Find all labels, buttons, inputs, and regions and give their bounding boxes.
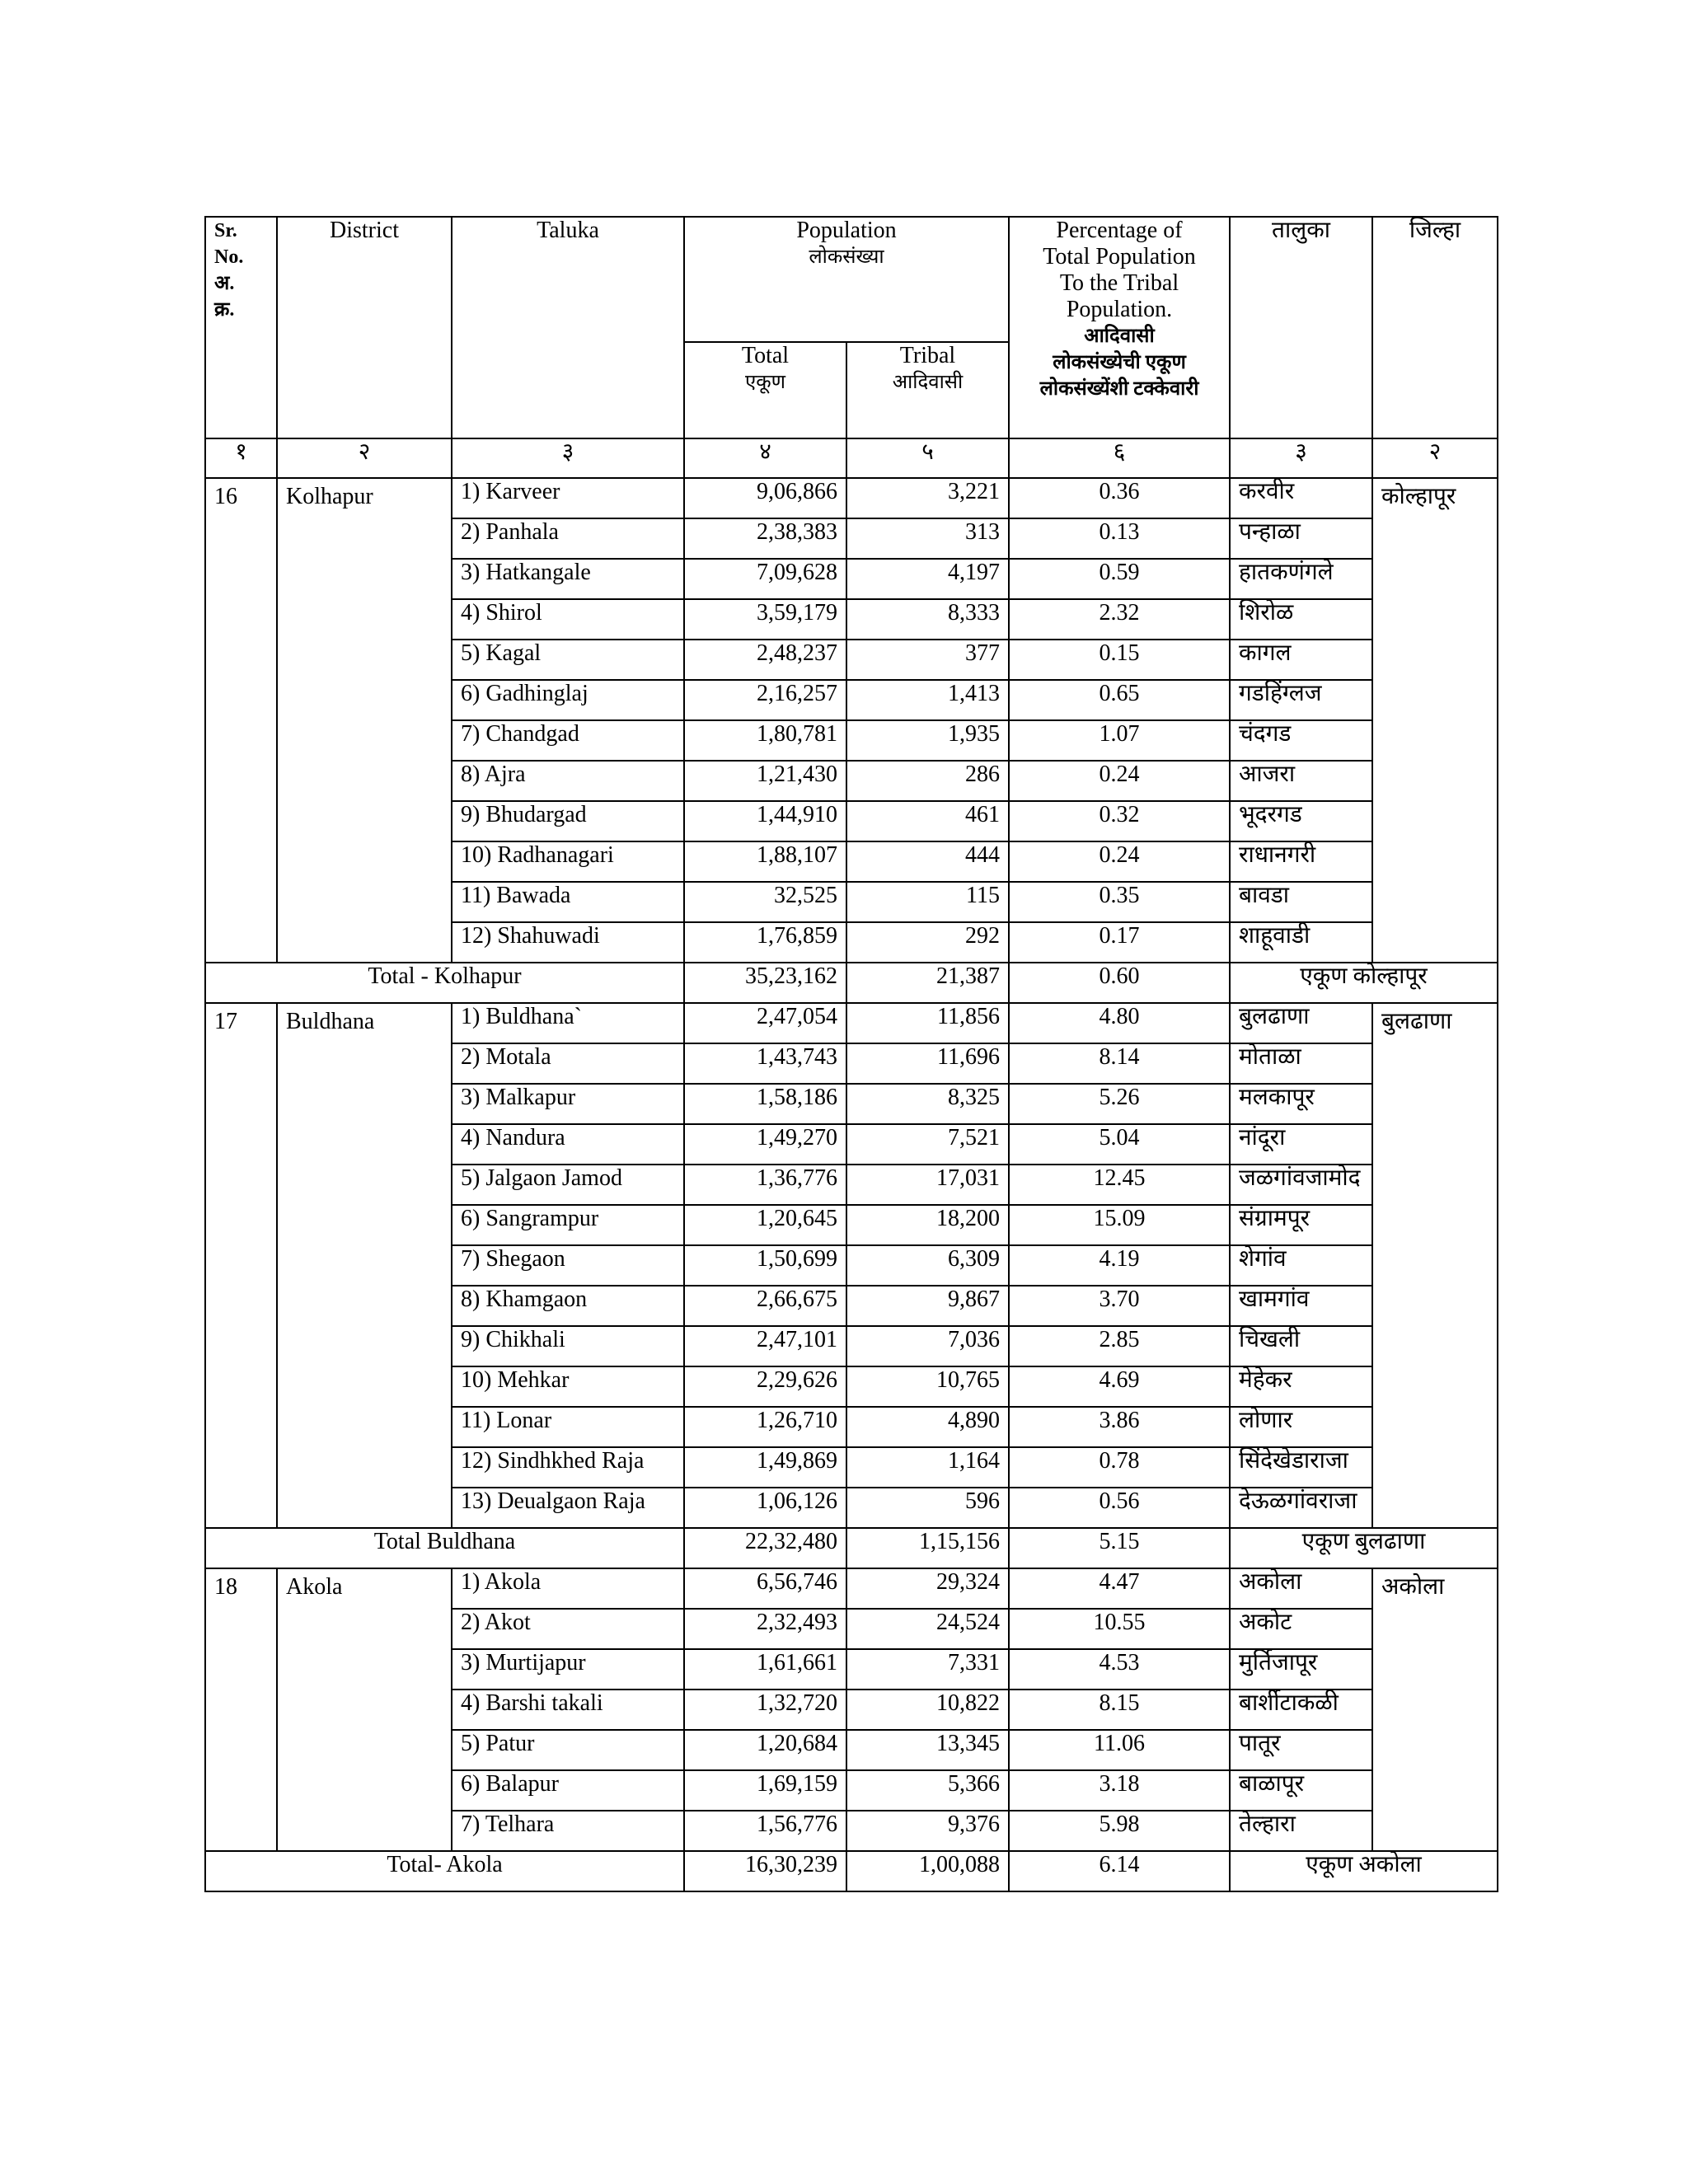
tribal-population-cell: 13,345 (846, 1730, 1009, 1770)
taluka-cell: 9) Bhudargad (452, 801, 684, 841)
table-row (205, 478, 1498, 518)
taluka-mr-cell: शाहूवाडी (1230, 922, 1372, 963)
taluka-mr-cell: नांदूरा (1230, 1124, 1372, 1165)
taluka-cell: 2) Panhala (452, 518, 684, 559)
percentage-total: 0.60 (1009, 963, 1230, 1003)
taluka-cell: 11) Lonar (452, 1407, 684, 1447)
total-population-cell: 1,69,159 (684, 1770, 846, 1811)
total-population-cell: 1,21,430 (684, 761, 846, 801)
taluka-mr-cell: बार्शीटाकळी (1230, 1690, 1372, 1730)
taluka-mr-cell: बुलढाणा (1230, 1003, 1372, 1043)
percentage-cell: 4.80 (1009, 1003, 1230, 1043)
taluka-cell: 3) Malkapur (452, 1084, 684, 1124)
taluka-mr-cell: मेहेकर (1230, 1366, 1372, 1407)
tribal-population-cell: 9,867 (846, 1286, 1009, 1326)
total-label-mr-cell: एकूण अकोला (1230, 1851, 1498, 1891)
tribal-population-cell: 11,856 (846, 1003, 1009, 1043)
column-number-row (205, 438, 1498, 478)
total-population-cell: 2,29,626 (684, 1366, 846, 1407)
taluka-cell: 6) Sangrampur (452, 1205, 684, 1245)
taluka-mr-cell: पातूर (1230, 1730, 1372, 1770)
tribal-population-cell: 377 (846, 640, 1009, 680)
tribal-population-cell: 11,696 (846, 1043, 1009, 1084)
taluka-mr-cell: देऊळगांवराजा (1230, 1488, 1372, 1528)
sr-no-cell: 16 (205, 478, 277, 963)
taluka-cell: 5) Jalgaon Jamod (452, 1165, 684, 1205)
total-population-cell: 2,16,257 (684, 680, 846, 720)
total-population-cell: 1,36,776 (684, 1165, 846, 1205)
tribal-population-cell: 8,325 (846, 1084, 1009, 1124)
percentage-total: 5.15 (1009, 1528, 1230, 1568)
taluka-cell: 8) Ajra (452, 761, 684, 801)
percentage-cell: 5.98 (1009, 1811, 1230, 1851)
percentage-cell: 0.24 (1009, 761, 1230, 801)
tribal-population-cell: 7,521 (846, 1124, 1009, 1165)
tribal-population-cell: 10,765 (846, 1366, 1009, 1407)
percentage-cell: 0.32 (1009, 801, 1230, 841)
taluka-mr-cell: चंदगड (1230, 720, 1372, 761)
header-percentage: Percentage of Total Population To the Tribal Population. आदिवासी लोकसंख्येची एकूण लोकसंख्येंशी टक्केवारी (1009, 217, 1230, 438)
district-mr-cell: बुलढाणा (1372, 1003, 1498, 1528)
taluka-cell: 10) Mehkar (452, 1366, 684, 1407)
total-population-cell: 1,20,684 (684, 1730, 846, 1770)
taluka-cell: 9) Chikhali (452, 1326, 684, 1366)
taluka-cell: 4) Barshi takali (452, 1690, 684, 1730)
taluka-cell: 11) Bawada (452, 882, 684, 922)
taluka-cell: 1) Karveer (452, 478, 684, 518)
tribal-population-cell: 18,200 (846, 1205, 1009, 1245)
sr-no-cell: 18 (205, 1568, 277, 1851)
total-population-cell: 1,49,869 (684, 1447, 846, 1488)
tribal-population-cell: 3,221 (846, 478, 1009, 518)
total-population-sum: 35,23,162 (684, 963, 846, 1003)
column-number: २ (277, 438, 452, 478)
taluka-mr-cell: हातकणंगले (1230, 559, 1372, 599)
taluka-cell: 10) Radhanagari (452, 841, 684, 882)
column-number: ४ (684, 438, 846, 478)
table-row (205, 1568, 1498, 1609)
percentage-cell: 0.36 (1009, 478, 1230, 518)
taluka-mr-cell: बाळापूर (1230, 1770, 1372, 1811)
total-label-cell: Total - Kolhapur (205, 963, 684, 1003)
taluka-cell: 5) Kagal (452, 640, 684, 680)
total-population-cell: 3,59,179 (684, 599, 846, 640)
percentage-cell: 1.07 (1009, 720, 1230, 761)
taluka-cell: 1) Akola (452, 1568, 684, 1609)
percentage-cell: 0.17 (1009, 922, 1230, 963)
district-total-row (205, 1528, 1498, 1568)
total-label-cell: Total- Akola (205, 1851, 684, 1891)
taluka-mr-cell: मोताळा (1230, 1043, 1372, 1084)
taluka-cell: 7) Telhara (452, 1811, 684, 1851)
taluka-cell: 13) Deualgaon Raja (452, 1488, 684, 1528)
taluka-mr-cell: सिंदेखेडाराजा (1230, 1447, 1372, 1488)
header-district: District (277, 217, 452, 438)
percentage-cell: 4.19 (1009, 1245, 1230, 1286)
percentage-cell: 4.53 (1009, 1649, 1230, 1690)
taluka-cell: 4) Shirol (452, 599, 684, 640)
district-cell: Kolhapur (277, 478, 452, 963)
percentage-cell: 0.65 (1009, 680, 1230, 720)
percentage-cell: 0.13 (1009, 518, 1230, 559)
tribal-population-cell: 7,036 (846, 1326, 1009, 1366)
total-label-cell: Total Buldhana (205, 1528, 684, 1568)
taluka-mr-cell: जळगांवजामोद (1230, 1165, 1372, 1205)
header-sr-no: Sr. No. अ. क्र. (205, 217, 277, 438)
tribal-population-cell: 292 (846, 922, 1009, 963)
tribal-population-cell: 17,031 (846, 1165, 1009, 1205)
taluka-mr-cell: मलकापूर (1230, 1084, 1372, 1124)
percentage-cell: 0.35 (1009, 882, 1230, 922)
column-number: ५ (846, 438, 1009, 478)
total-population-cell: 6,56,746 (684, 1568, 846, 1609)
taluka-mr-cell: मुर्तिजापूर (1230, 1649, 1372, 1690)
percentage-cell: 0.78 (1009, 1447, 1230, 1488)
taluka-cell: 12) Shahuwadi (452, 922, 684, 963)
header-population: Population लोकसंख्या (684, 217, 1009, 342)
percentage-cell: 4.47 (1009, 1568, 1230, 1609)
tribal-population-cell: 6,309 (846, 1245, 1009, 1286)
total-population-cell: 7,09,628 (684, 559, 846, 599)
total-population-cell: 1,06,126 (684, 1488, 846, 1528)
column-number: २ (1372, 438, 1498, 478)
column-number: १ (205, 438, 277, 478)
taluka-mr-cell: संग्रामपूर (1230, 1205, 1372, 1245)
column-number: ३ (1230, 438, 1372, 478)
total-population-cell: 1,88,107 (684, 841, 846, 882)
percentage-cell: 0.24 (1009, 841, 1230, 882)
percentage-cell: 8.15 (1009, 1690, 1230, 1730)
total-population-cell: 2,47,101 (684, 1326, 846, 1366)
tribal-population-sum: 1,15,156 (846, 1528, 1009, 1568)
tribal-population-cell: 444 (846, 841, 1009, 882)
district-total-row (205, 963, 1498, 1003)
percentage-cell: 4.69 (1009, 1366, 1230, 1407)
tribal-population-cell: 24,524 (846, 1609, 1009, 1649)
total-population-cell: 1,61,661 (684, 1649, 846, 1690)
percentage-cell: 10.55 (1009, 1609, 1230, 1649)
taluka-mr-cell: अकोला (1230, 1568, 1372, 1609)
tribal-population-table (204, 216, 1498, 1892)
taluka-mr-cell: कागल (1230, 640, 1372, 680)
total-population-cell: 1,32,720 (684, 1690, 846, 1730)
taluka-mr-cell: शिरोळ (1230, 599, 1372, 640)
total-population-cell: 2,48,237 (684, 640, 846, 680)
tribal-population-cell: 1,164 (846, 1447, 1009, 1488)
tribal-population-cell: 461 (846, 801, 1009, 841)
taluka-cell: 2) Akot (452, 1609, 684, 1649)
percentage-cell: 5.26 (1009, 1084, 1230, 1124)
percentage-cell: 3.86 (1009, 1407, 1230, 1447)
tribal-population-cell: 7,331 (846, 1649, 1009, 1690)
taluka-mr-cell: चिखली (1230, 1326, 1372, 1366)
tribal-population-cell: 29,324 (846, 1568, 1009, 1609)
taluka-cell: 8) Khamgaon (452, 1286, 684, 1326)
total-label-mr-cell: एकूण बुलढाणा (1230, 1528, 1498, 1568)
total-population-cell: 1,50,699 (684, 1245, 846, 1286)
total-population-cell: 32,525 (684, 882, 846, 922)
taluka-cell: 3) Hatkangale (452, 559, 684, 599)
district-mr-cell: कोल्हापूर (1372, 478, 1498, 963)
tribal-population-cell: 5,366 (846, 1770, 1009, 1811)
taluka-cell: 5) Patur (452, 1730, 684, 1770)
total-population-cell: 2,32,493 (684, 1609, 846, 1649)
header-tribal: Tribal आदिवासी (846, 342, 1009, 438)
total-population-cell: 1,20,645 (684, 1205, 846, 1245)
taluka-cell: 2) Motala (452, 1043, 684, 1084)
tribal-population-cell: 4,197 (846, 559, 1009, 599)
total-population-sum: 22,32,480 (684, 1528, 846, 1568)
taluka-mr-cell: करवीर (1230, 478, 1372, 518)
taluka-cell: 7) Chandgad (452, 720, 684, 761)
sr-no-cell: 17 (205, 1003, 277, 1528)
table-body (205, 478, 1498, 1891)
tribal-population-cell: 313 (846, 518, 1009, 559)
percentage-cell: 12.45 (1009, 1165, 1230, 1205)
taluka-mr-cell: गडहिंग्लज (1230, 680, 1372, 720)
taluka-mr-cell: राधानगरी (1230, 841, 1372, 882)
tribal-population-cell: 4,890 (846, 1407, 1009, 1447)
total-population-cell: 2,47,054 (684, 1003, 846, 1043)
percentage-total: 6.14 (1009, 1851, 1230, 1891)
column-number: ३ (452, 438, 684, 478)
taluka-cell: 3) Murtijapur (452, 1649, 684, 1690)
percentage-cell: 15.09 (1009, 1205, 1230, 1245)
percentage-cell: 3.18 (1009, 1770, 1230, 1811)
percentage-cell: 0.15 (1009, 640, 1230, 680)
tribal-population-cell: 286 (846, 761, 1009, 801)
total-population-cell: 1,44,910 (684, 801, 846, 841)
table-row (205, 1003, 1498, 1043)
percentage-cell: 0.59 (1009, 559, 1230, 599)
total-population-cell: 2,66,675 (684, 1286, 846, 1326)
tribal-population-cell: 1,935 (846, 720, 1009, 761)
total-label-mr-cell: एकूण कोल्हापूर (1230, 963, 1498, 1003)
taluka-cell: 6) Gadhinglaj (452, 680, 684, 720)
district-mr-cell: अकोला (1372, 1568, 1498, 1851)
total-population-sum: 16,30,239 (684, 1851, 846, 1891)
taluka-cell: 4) Nandura (452, 1124, 684, 1165)
percentage-cell: 11.06 (1009, 1730, 1230, 1770)
taluka-mr-cell: लोणार (1230, 1407, 1372, 1447)
total-population-cell: 1,43,743 (684, 1043, 846, 1084)
district-cell: Akola (277, 1568, 452, 1851)
total-population-cell: 1,26,710 (684, 1407, 846, 1447)
taluka-mr-cell: पन्हाळा (1230, 518, 1372, 559)
percentage-cell: 5.04 (1009, 1124, 1230, 1165)
tribal-population-cell: 9,376 (846, 1811, 1009, 1851)
header-total: Total एकूण (684, 342, 846, 438)
tribal-population-cell: 10,822 (846, 1690, 1009, 1730)
percentage-cell: 2.85 (1009, 1326, 1230, 1366)
taluka-mr-cell: आजरा (1230, 761, 1372, 801)
header-district-mr: जिल्हा (1372, 217, 1498, 438)
tribal-population-cell: 115 (846, 882, 1009, 922)
taluka-cell: 6) Balapur (452, 1770, 684, 1811)
total-population-cell: 1,49,270 (684, 1124, 846, 1165)
percentage-cell: 2.32 (1009, 599, 1230, 640)
percentage-cell: 3.70 (1009, 1286, 1230, 1326)
total-population-cell: 1,58,186 (684, 1084, 846, 1124)
column-number: ६ (1009, 438, 1230, 478)
taluka-mr-cell: भूदरगड (1230, 801, 1372, 841)
header-taluka-mr: तालुका (1230, 217, 1372, 438)
taluka-cell: 7) Shegaon (452, 1245, 684, 1286)
percentage-cell: 8.14 (1009, 1043, 1230, 1084)
taluka-mr-cell: बावडा (1230, 882, 1372, 922)
tribal-population-sum: 1,00,088 (846, 1851, 1009, 1891)
total-population-cell: 1,80,781 (684, 720, 846, 761)
tribal-population-cell: 596 (846, 1488, 1009, 1528)
taluka-mr-cell: अकोट (1230, 1609, 1372, 1649)
percentage-cell: 0.56 (1009, 1488, 1230, 1528)
total-population-cell: 9,06,866 (684, 478, 846, 518)
header-taluka: Taluka (452, 217, 684, 438)
taluka-mr-cell: तेल्हारा (1230, 1811, 1372, 1851)
tribal-population-cell: 8,333 (846, 599, 1009, 640)
taluka-mr-cell: शेगांव (1230, 1245, 1372, 1286)
taluka-mr-cell: खामगांव (1230, 1286, 1372, 1326)
tribal-population-cell: 1,413 (846, 680, 1009, 720)
total-population-cell: 1,76,859 (684, 922, 846, 963)
taluka-cell: 12) Sindhkhed Raja (452, 1447, 684, 1488)
taluka-cell: 1) Buldhana` (452, 1003, 684, 1043)
total-population-cell: 2,38,383 (684, 518, 846, 559)
tribal-population-sum: 21,387 (846, 963, 1009, 1003)
total-population-cell: 1,56,776 (684, 1811, 846, 1851)
district-total-row (205, 1851, 1498, 1891)
district-cell: Buldhana (277, 1003, 452, 1528)
